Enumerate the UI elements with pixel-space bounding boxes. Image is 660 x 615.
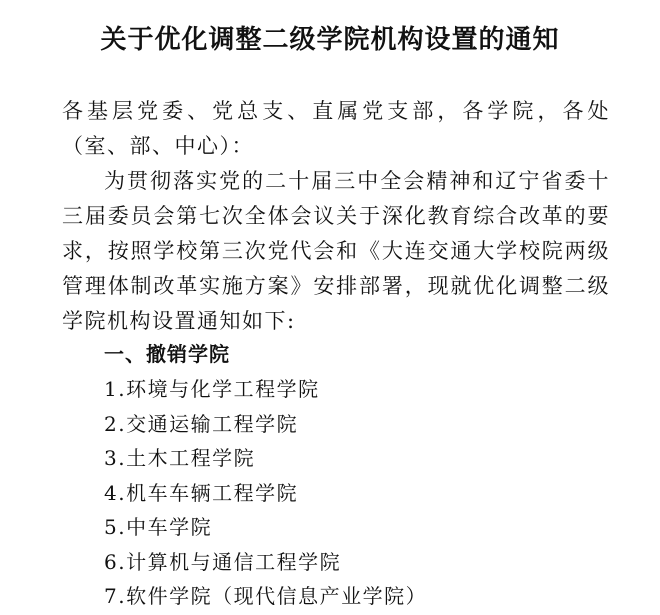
- list-item: 3.土木工程学院: [104, 446, 256, 470]
- document-title: 关于优化调整二级学院机构设置的通知: [100, 25, 560, 55]
- list-item: 6.计算机与通信工程学院: [104, 549, 342, 574]
- intro-paragraph: 为贯彻落实党的二十届三中全会精神和辽宁省委十三届委员会第七次全体会议关于深化教育综合改革的要求，按照学校第三次党代会和《大连交通大学校院两级管理体制改革实施方案》安排部署，现就优化调整二级学院机构设置通知如下:: [62, 169, 610, 333]
- list-item: 7.软件学院（现代信息产业学院）: [104, 584, 428, 608]
- list-item: 5.中车学院: [104, 515, 213, 539]
- list-item: 4.机车车辆工程学院: [104, 480, 299, 505]
- list-item: 1.环境与化学工程学院: [104, 377, 320, 401]
- revoked-college-list: [104, 372, 427, 614]
- list-item: 2.交通运输工程学院: [104, 411, 299, 436]
- section-heading: 一、撤销学院: [104, 342, 230, 366]
- salutation-paragraph: 各基层党委、党总支、直属党支部，各学院，各处（室、部、中心）：: [62, 99, 610, 158]
